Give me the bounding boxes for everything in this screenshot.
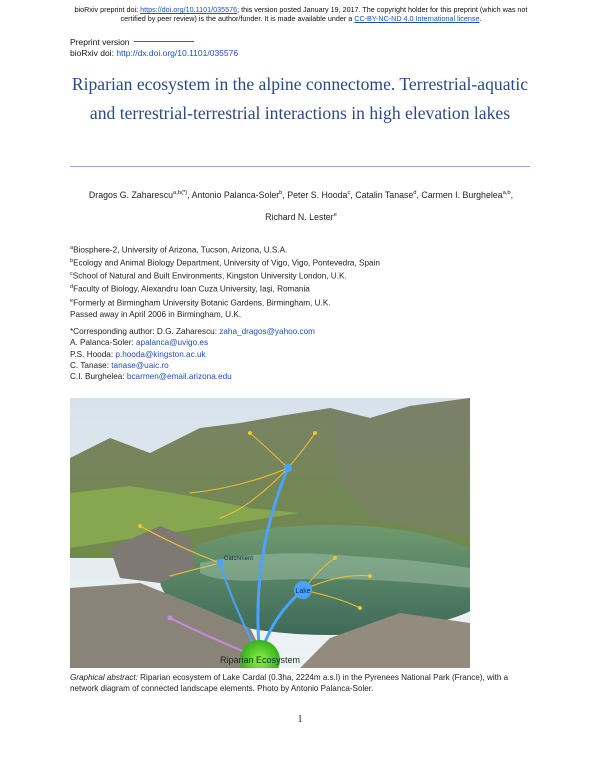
banner-doi-link[interactable]: https://doi.org/10.1101/035576 [140, 5, 238, 14]
title-divider [70, 166, 530, 167]
banner-text-4: . [479, 14, 482, 24]
contacts [70, 326, 530, 382]
node [333, 556, 337, 560]
email-link[interactable]: zaha_dragos@yahoo.com [219, 327, 315, 336]
figure-caption [70, 672, 530, 694]
affiliation-text: Ecology and Animal Biology Department, University of Vigo, Vigo, Pontevedra, Spain [73, 258, 380, 268]
preprint-version-block [70, 37, 238, 59]
affiliation-sup: a [70, 245, 74, 251]
contact-label: A. Palanca-Soler: [70, 338, 136, 348]
author: Peter S. Hooda [287, 189, 348, 200]
page-number: 1 [297, 714, 303, 725]
affiliation [70, 269, 530, 282]
banner-text-3: certified by peer review) is the author/funder. It is made available under a [120, 14, 355, 24]
author: Antonio Palanca-Soler [191, 189, 280, 200]
lake-network-photo [70, 398, 470, 668]
lake-node-label: Lake [295, 588, 311, 595]
node [368, 574, 372, 578]
author-sup: c [347, 190, 351, 196]
author-sup: a,b(*) [173, 190, 188, 196]
contact-label: *Corresponding author: D.G. Zaharescu: [70, 327, 220, 336]
affiliation-text: School of Natural and Built Environments, Kingston University London, U.K. [72, 272, 347, 282]
author-list: Dragos G. Zaharescu$^{a,b(*)}$, Antonio Palanca-Soler$^b$, Peter S. Hooda$^c$, Catalin Tanase$^d$, Carmen I. Burghelea$^{a,b}$, Richard N. Lester$^e$ [88, 189, 514, 222]
author-sup: d [413, 190, 417, 196]
license-link[interactable]: CC-BY-NC-ND 4.0 International license [354, 14, 480, 24]
author: Dragos G. Zaharescu [88, 189, 174, 200]
affiliation-sup: b [70, 258, 74, 265]
affiliation [70, 256, 530, 269]
affiliation [70, 282, 530, 295]
paper-title: Riparian ecosystem in the alpine connectome. Terrestrial-aquatic and terrestrial-terrestrial interactions in high elevation lakes [71, 74, 529, 123]
author-sup: a,b [502, 190, 511, 196]
email-link[interactable]: tanase@uaic.ro [111, 360, 169, 370]
passed-away-note: Passed away in April 2006 in Birmingham, U.K. [70, 309, 242, 319]
preprint-banner [56, 5, 546, 23]
node [138, 524, 142, 528]
biorxiv-doi-prefix: bioRxiv doi: [70, 48, 117, 58]
affiliation-text: Formerly at Birmingham University Botanic Gardens, Birmingham, U.K. [73, 298, 331, 308]
contact-label: C.I. Burghelea: [70, 372, 127, 382]
email-link[interactable]: apalanca@uvigo.es [136, 338, 209, 348]
author: Richard N. Lester [265, 211, 334, 222]
affiliation-sup: d [70, 284, 74, 291]
contact-line [70, 326, 530, 337]
email-link[interactable]: p.hooda@kingston.ac.uk [115, 349, 206, 359]
affiliation-sup: c [70, 271, 73, 278]
affiliation [70, 296, 530, 309]
graphical-abstract-figure [70, 398, 470, 668]
affiliation-text: Faculty of Biology, Alexandru Ioan Cuza University, Iaşi, Romania [73, 285, 310, 295]
author: Carmen I. Burghelea [421, 189, 503, 200]
contact-line [70, 337, 530, 348]
preprint-version-label: Preprint version [70, 37, 130, 47]
contact-line [70, 371, 530, 382]
node [358, 606, 362, 610]
node [248, 431, 252, 435]
email-link[interactable]: bcarmen@email.arizona.edu [126, 372, 232, 382]
catchment-node-label: Catchment [224, 556, 254, 562]
node [217, 560, 224, 567]
banner-text: bioRxiv preprint doi: [74, 5, 141, 14]
riparian-node-label: Riparian Ecosystem [219, 655, 301, 665]
node [168, 616, 173, 621]
contact-line [70, 360, 530, 371]
author: Catalin Tanase [355, 189, 414, 200]
red-rule [134, 41, 194, 42]
contact-label: C. Tanase: [70, 360, 112, 370]
contact-label: P.S. Hooda: [70, 349, 116, 359]
author-sup: e [333, 211, 337, 218]
affiliation [70, 243, 530, 256]
banner-text-2: ; this version posted January 19, 2017. The copyright holder for this preprint (which was not [237, 5, 528, 14]
biorxiv-doi-link[interactable]: http://dx.doi.org/10.1101/035576 [116, 48, 239, 58]
affiliations [70, 243, 530, 320]
affiliation-sup: e [70, 297, 74, 304]
author-sup: b [279, 190, 283, 196]
contact-line [70, 349, 530, 360]
node [313, 431, 317, 435]
caption-label: Graphical abstract: [70, 673, 138, 682]
caption-text: Riparian ecosystem of Lake Cardal (0.3ha, 2224m a.s.l) in the Pyrenees National Park (France), with a network diagram of connected landscape elements. Photo by Antonio Palanca-Soler. [70, 673, 509, 693]
affiliation-text: Biosphere-2, University of Arizona, Tucson, Arizona, U.S.A. [73, 245, 288, 255]
node [284, 464, 292, 472]
